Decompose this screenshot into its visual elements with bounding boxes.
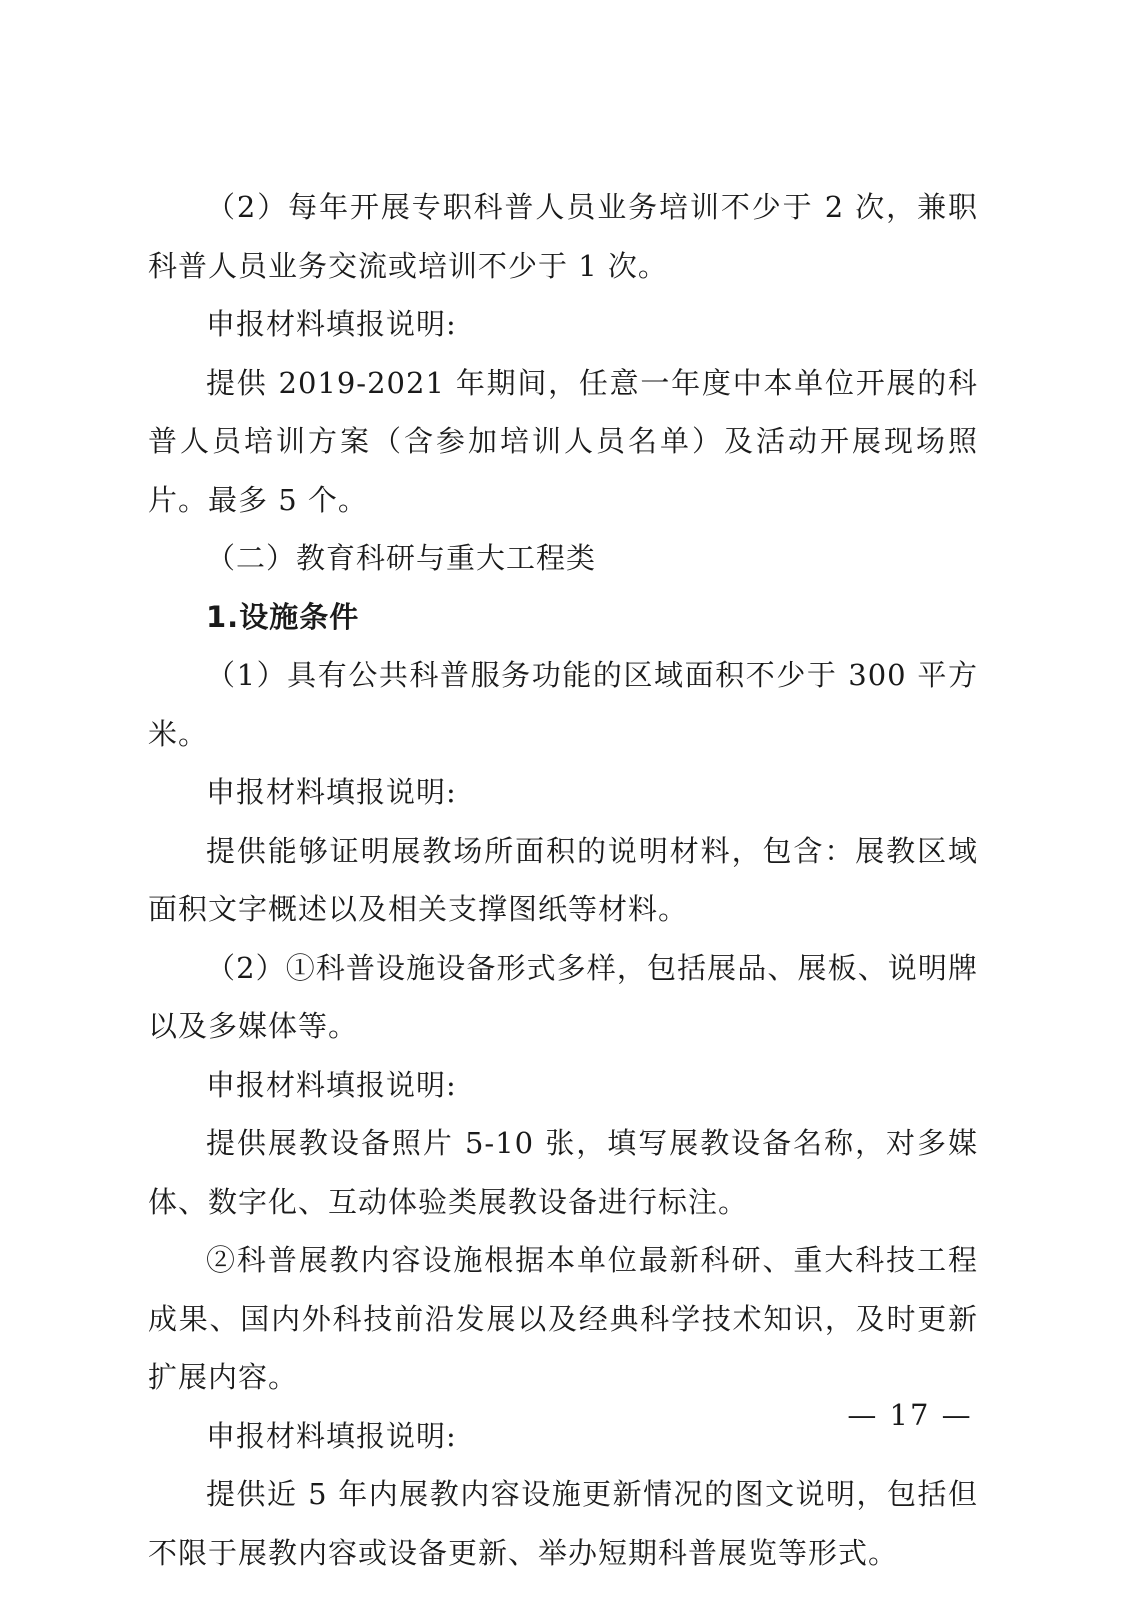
- paragraph-filing-note-label: 申报材料填报说明:: [206, 1418, 457, 1453]
- page-number: — 17 —: [847, 1398, 973, 1432]
- paragraph-filing-note-label: 申报材料填报说明:: [206, 775, 457, 809]
- subsection-heading-facility-conditions: 1.设施条件: [206, 599, 360, 634]
- paragraph-equipment-variety: （2）①科普设施设备形式多样，包括展品、展板、说明牌以及多媒体等。: [148, 950, 978, 1043]
- section-heading-education-research: （二）教育科研与重大工程类: [206, 541, 597, 575]
- paragraph-training-materials: 提供 2019-2021 年期间，任意一年度中本单位开展的科普人员培训方案（含参加培训人员名单）及活动开展现场照片。最多 5 个。: [148, 365, 978, 517]
- paragraph-content-updates: ②科普展教内容设施根据本单位最新科研、重大科技工程成果、国内外科技前沿发展以及经典科学技术知识，及时更新扩展内容。: [148, 1243, 978, 1394]
- paragraph-filing-note-label: 申报材料填报说明:: [206, 1067, 457, 1102]
- paragraph-area-materials: 提供能够证明展教场所面积的说明材料，包含：展教区域面积文字概述以及相关支撑图纸等材料。: [148, 833, 978, 926]
- paragraph-update-materials: 提供近 5 年内展教内容设施更新情况的图文说明，包括但不限于展教内容或设备更新、举办短期科普展览等形式。: [148, 1477, 978, 1570]
- paragraph-filing-note-label: 申报材料填报说明:: [206, 307, 457, 341]
- paragraph-equipment-photos: 提供展教设备照片 5-10 张，填写展教设备名称，对多媒体、数字化、互动体验类展教设备进行标注。: [148, 1126, 978, 1219]
- document-body: [148, 178, 978, 1582]
- paragraph-area-requirement: （1）具有公共科普服务功能的区域面积不少于 300 平方米。: [148, 658, 978, 751]
- paragraph-training-frequency: （2）每年开展专职科普人员业务培训不少于 2 次，兼职科普人员业务交流或培训不少于 1 次。: [148, 190, 978, 283]
